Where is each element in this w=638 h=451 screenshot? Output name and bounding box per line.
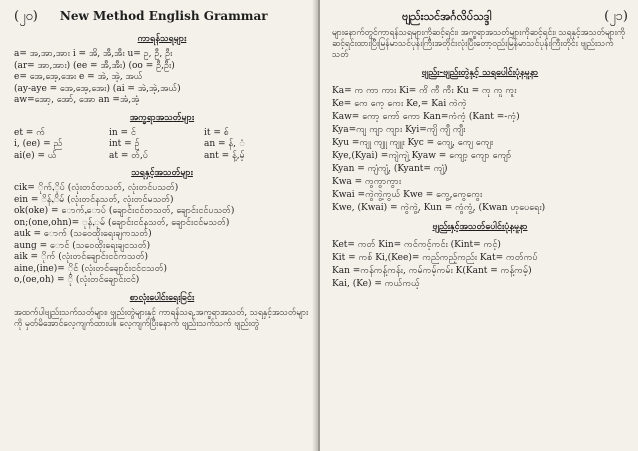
example-line: Ket= ကတ် Kin= ကင်ကင့်ကင်း (Kint= ကင့်): [332, 240, 501, 250]
vowel-final-line: o,(oe,oh) = ို (လုံးတင်ချောင်းငင်): [14, 275, 140, 285]
vowel-final-line: aik = ိုက် (လုံးတင်ချောင်းငင်ကသတ်): [14, 252, 148, 262]
finals-cell: ant = န့်,မ့်: [204, 150, 245, 161]
finals-cell: ai(e) = ယ်: [14, 150, 57, 161]
finals-cell: et = က်: [14, 127, 46, 138]
finals-cell: int = ဉ်: [109, 139, 140, 149]
example-line: Kaw= ကော့ ကော် ကော Kan=ကံကံ့ (Kant =-ကံ့): [332, 112, 520, 122]
example-line: Ka= က ကာ ကား Ki= ကိ ကီ ကီး Ku = ကု ကူ ကူး: [332, 86, 517, 96]
finals-cell: an = န်, ံ: [204, 139, 245, 149]
vowel-line: (ay-aye = အေ,အေ့,အေး) (ai = အဲ,အဲ့,အယ်): [14, 83, 181, 94]
vowel-line: aw=အော့, အော်, အော an =အံ,အံ့: [14, 95, 140, 105]
left-page-header: [14, 8, 310, 28]
spelling-paragraph: အထက်ပါဗျည်းသက်သတ်များ၊ ဗျည်းတွဲများနှင့် ကာရန်သရ,အက္ခရာအသတ်, သရနှင့်အသတ်များကို မှတ်မိအောင်လေ့ကျက်ထားပါ။ လေ့ကျက်ပြီးနောက် ဗျည်းသက်သက် ဗျည်းတွဲ: [14, 307, 309, 329]
finals-cell: in = င်: [109, 127, 136, 138]
vowel-final-line: auk = ောက် (သဝေထိုးရေးချကသတ်): [14, 229, 152, 239]
finals-cell: at = တ်,ပ်: [109, 150, 149, 161]
vowel-line: (ar= အာ,အား) (ee = အီ,အီး) (oo = ဦ,ဦး): [14, 60, 175, 71]
example-line: Kan =ကန်ကန့်ကန်း, ကမ်ကမ့်ကမ်း K(Kant = ကန့်ကမ့်): [332, 266, 532, 276]
example-line: Kwa = ကွကွာကွား: [332, 177, 402, 187]
section-title-vowel-finals: သရနှင့်အသတ်များ: [131, 168, 193, 178]
vowel-final-line: cik= ိုက်,ိုပ် (လုံးတင်တသတ်, လုံးတင်ပသတ်): [14, 183, 179, 193]
example-line: Kwe, (Kwai) = ကွဲကွဲ့, Kun = ကွံကွံ့, (Kwan ဟုပေရေး): [332, 203, 546, 213]
example-line: Kye,(Kyai) =ကျဲကျဲ့ Kyaw = ကျော့ ကျော ကျော်: [332, 151, 512, 161]
vowel-final-line: aine,(ine)= ိုင် (လုံးတင်ချောင်းငင်ငသတ်): [14, 263, 168, 274]
section-title-spelling: စာလုံးပေါင်းရေးခြင်း: [129, 292, 195, 303]
vowel-line: e= အေ,အေ့,အေး e = အဲ, အဲ့, အယ်: [14, 72, 143, 82]
example-line: Kit = ကစ် Ki,(Kee)= ကည်ကည့်ကည်း Kat= ကတ်ကပ်: [332, 253, 538, 263]
section-title-consonant-final: ဗျည်းနှင့်အသတ်ပေါင်းပုံနမူနာ: [432, 222, 528, 232]
vowel-final-line: ein = ိန်,ိမ် (လုံးတင်နသတ်, လုံးတင်မသတ်): [14, 194, 174, 205]
vowel-line: a= အ,အာ,အား i = အိ, အီ,အီး u= ဥ, ဦ, ဦး: [14, 49, 173, 59]
example-line: Kyu =ကျု ကျူ ကျူး Kyc = ကျေ့, ကျေ ကျေး: [332, 138, 494, 148]
finals-cell: i, (ee) = ည်: [14, 139, 63, 149]
example-line: Kyan = ကျံကျံ့, (Kyant= ကျံ့): [332, 164, 448, 174]
right-page-number: (၂၁): [604, 9, 628, 24]
example-line: Kai, (Ke) = ကယ်ကယ့်: [332, 279, 420, 289]
finals-grid: [14, 128, 310, 163]
left-page: [0, 0, 318, 451]
vowel-final-line: ok(oke) = ောက်,ောပ် (ချောင်းငင်တသတ်, ချောင်းငင်ပသတ်): [14, 206, 235, 216]
finals-cell: it = စ်: [204, 127, 229, 138]
example-line: Ke= ကေ ကေ့ ကေး Ke,= Kai ကဲကဲ့: [332, 99, 467, 109]
section-title-vowels: ကာရန်သရများ: [137, 34, 187, 44]
vowel-final-line: aung = ောင် (သဝေထိုးရေးချငသတ်): [14, 240, 151, 251]
right-running-title: ဗျည်းသင်အင်္ဂလိပ်သဒ္ဒါ: [402, 10, 492, 23]
left-page-number: (၂၀): [14, 9, 38, 24]
vowel-final-line: on;(one,ohn)= ုန်,ုမ် (ချောင်းငင်နသတ်, ချောင်းငင်မသတ်): [14, 217, 230, 228]
example-line: Kya=ကျ ကျာ ကျား Kyi=ကျိ ကျီ ကျီး: [332, 125, 466, 135]
intro-paragraph: များနောက်တွင်ကာရန်သရများကိုဆင့်ရင်း၊ အက္ခရာအသတ်များကိုဆင့်ရင်း၊ သရနှင့်အသတ်များကိုဆင့်ရင်းထားပြီးမြန်မာသင်ပုန်းကြီးအတိုင်းလုံးပြီးတော့ဝည်းမြန်မာသင်ပုန်းကြီးတိုင်း ဗျည်းသက်သတ်: [332, 28, 626, 60]
example-line: Kwai =ကွဲကွဲ့ကွယ် Kwe = ကွေ့,ကွေကွေး: [332, 190, 483, 200]
right-page: [320, 0, 638, 451]
section-title-consonant-vowel: ဗျည်း-ဗျည်းတွဲနှင့် သရပေါင်းပုံနမူနာ: [421, 68, 539, 78]
section-title-finals: အက္ခရာအသတ်များ: [129, 112, 195, 123]
left-running-title: New Method English Grammar: [59, 9, 268, 23]
right-page-header: [332, 8, 628, 28]
